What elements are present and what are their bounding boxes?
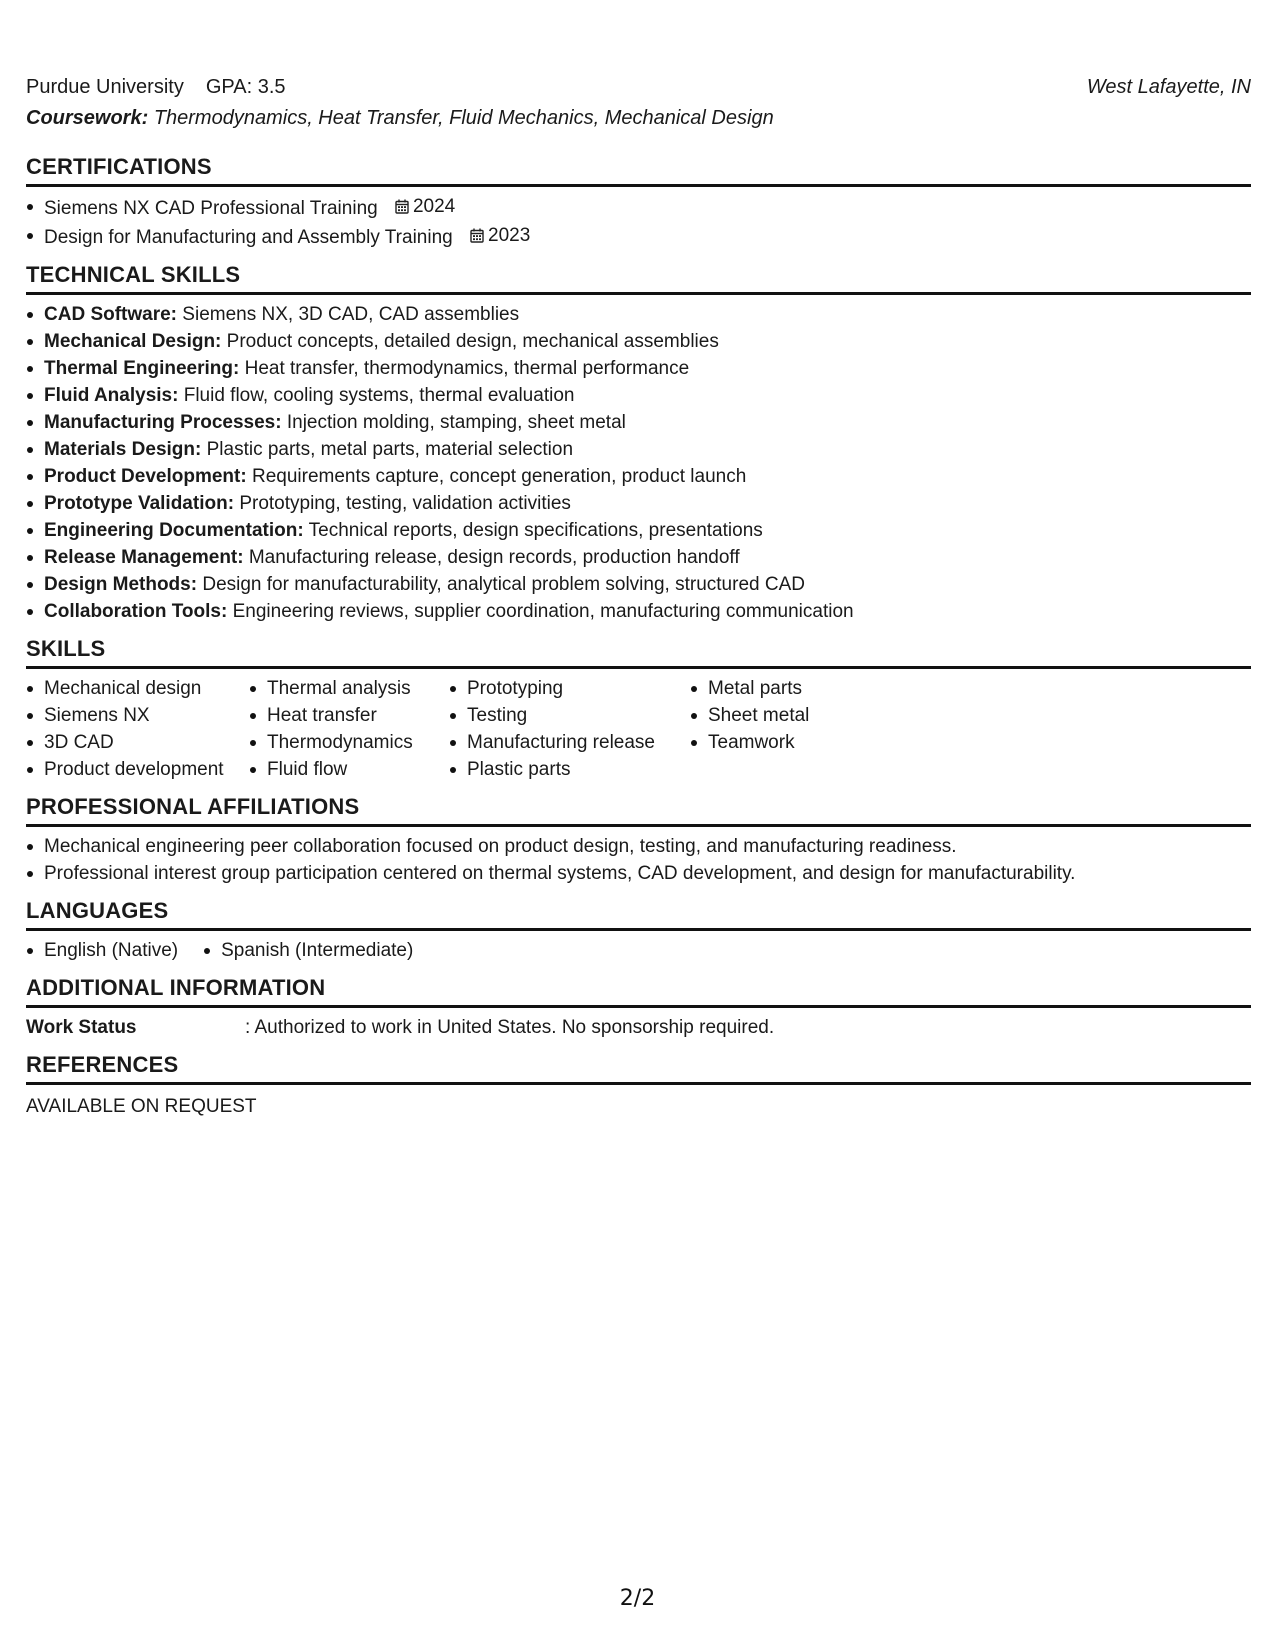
list-item: Spanish (Intermediate): [221, 937, 413, 964]
coursework-label: Coursework:: [26, 107, 149, 129]
skills-column: [690, 675, 908, 783]
coursework-text: Thermodynamics, Heat Transfer, Fluid Mechanics, Mechanical Design: [153, 107, 774, 129]
list-item: Mechanical engineering peer collaboration focused on product design, testing, and manufacturing readiness.: [44, 833, 1251, 860]
skill-category-text: Design for manufacturability, analytical problem solving, structured CAD: [202, 574, 805, 595]
section-title-skills: SKILLS: [26, 635, 1251, 669]
section-title-languages: LANGUAGES: [26, 897, 1251, 931]
coursework-line: [26, 107, 1251, 143]
section-title-references: REFERENCES: [26, 1051, 1251, 1085]
list-item: Product development: [44, 756, 249, 783]
list-item: Thermal analysis: [267, 675, 449, 702]
list-item: Teamwork: [708, 729, 908, 756]
skill-category-text: Siemens NX, 3D CAD, CAD assemblies: [182, 304, 520, 325]
skill-category-label: Thermal Engineering:: [44, 358, 240, 379]
list-item: [44, 598, 1251, 625]
skill-category-label: Prototype Validation:: [44, 493, 235, 514]
list-item: English (Native): [44, 937, 178, 964]
list-item: Prototyping: [467, 675, 690, 702]
list-item: [44, 517, 1251, 544]
certifications-list: [26, 193, 1251, 251]
certification-date: [470, 222, 530, 249]
list-item: [44, 436, 1251, 463]
skills-column: [249, 675, 449, 783]
list-item: [44, 571, 1251, 598]
list-item: [44, 409, 1251, 436]
languages-list: [26, 937, 178, 964]
list-item: 3D CAD: [44, 729, 249, 756]
certification-name: Design for Manufacturing and Assembly Training: [44, 227, 453, 248]
languages-list: [203, 937, 413, 964]
skill-category-text: Technical reports, design specifications, presentations: [308, 520, 763, 541]
skill-category-text: Product concepts, detailed design, mechanical assemblies: [226, 331, 719, 352]
list-item: Mechanical design: [44, 675, 249, 702]
list-item: Metal parts: [708, 675, 908, 702]
skills-column: [449, 675, 690, 783]
calendar-icon: [395, 199, 409, 214]
section-title-affiliations: PROFESSIONAL AFFILIATIONS: [26, 793, 1251, 827]
section-title-additional-information: ADDITIONAL INFORMATION: [26, 974, 1251, 1008]
skill-category-label: Materials Design:: [44, 439, 202, 460]
certification-year: 2024: [412, 196, 456, 217]
skill-category-text: Heat transfer, thermodynamics, thermal performance: [244, 358, 690, 379]
skill-category-label: Design Methods:: [44, 574, 198, 595]
skill-category-text: Injection molding, stamping, sheet metal: [286, 412, 626, 433]
list-item: Professional interest group participation centered on thermal systems, CAD development, and design for manufacturability.: [44, 860, 1251, 887]
skill-category-text: Manufacturing release, design records, production handoff: [248, 547, 740, 568]
skill-category-text: Prototyping, testing, validation activities: [239, 493, 571, 514]
work-status-label: Work Status: [26, 1017, 137, 1038]
skill-category-label: Mechanical Design:: [44, 331, 222, 352]
skills-grid: [26, 675, 1251, 783]
languages-row: [26, 937, 1251, 964]
certification-date: [395, 193, 455, 220]
skill-category-text: Plastic parts, metal parts, material selection: [206, 439, 574, 460]
certification-year: 2023: [488, 225, 531, 246]
list-item: [44, 382, 1251, 409]
list-item: Fluid flow: [267, 756, 449, 783]
list-item: [44, 463, 1251, 490]
list-item: [44, 490, 1251, 517]
list-item: [44, 301, 1251, 328]
section-title-technical-skills: TECHNICAL SKILLS: [26, 261, 1251, 295]
skill-category-label: Collaboration Tools:: [44, 601, 228, 622]
page-number: 2/2: [619, 1586, 656, 1611]
list-item: [44, 193, 1251, 222]
skill-category-label: Manufacturing Processes:: [44, 412, 282, 433]
skill-category-text: Fluid flow, cooling systems, thermal evaluation: [183, 385, 575, 406]
education-location: West Lafayette, IN: [1086, 76, 1251, 98]
technical-skills-list: [26, 301, 1251, 625]
resume-page: [26, 76, 1251, 1120]
list-item: [44, 328, 1251, 355]
skills-column: [26, 675, 249, 783]
skill-category-text: Requirements capture, concept generation, product launch: [251, 466, 747, 487]
list-item: Plastic parts: [467, 756, 690, 783]
education-row: [26, 76, 1251, 107]
list-item: Sheet metal: [708, 702, 908, 729]
list-item: Manufacturing release: [467, 729, 690, 756]
list-item: Siemens NX: [44, 702, 249, 729]
list-item: Thermodynamics: [267, 729, 449, 756]
list-item: Testing: [467, 702, 690, 729]
section-title-certifications: CERTIFICATIONS: [26, 153, 1251, 187]
calendar-icon: [470, 228, 484, 243]
list-item: Heat transfer: [267, 702, 449, 729]
skill-category-text: Engineering reviews, supplier coordination, manufacturing communication: [232, 601, 854, 622]
skill-category-label: Release Management:: [44, 547, 244, 568]
work-status-value: : Authorized to work in United States. No sponsorship required.: [245, 1017, 775, 1038]
skill-category-label: Product Development:: [44, 466, 247, 487]
list-item: [44, 355, 1251, 382]
skill-category-label: Engineering Documentation:: [44, 520, 304, 541]
certification-name: Siemens NX CAD Professional Training: [44, 198, 378, 219]
list-item: [44, 222, 1251, 251]
skill-category-label: Fluid Analysis:: [44, 385, 179, 406]
work-status-row: [26, 1014, 1251, 1041]
references-text: AVAILABLE ON REQUEST: [26, 1096, 257, 1117]
school-name: Purdue University: [26, 76, 184, 98]
education-left: [26, 76, 286, 99]
affiliations-list: [26, 833, 1251, 887]
gpa: GPA: 3.5: [205, 76, 286, 98]
skill-category-label: CAD Software:: [44, 304, 178, 325]
list-item: [44, 544, 1251, 571]
